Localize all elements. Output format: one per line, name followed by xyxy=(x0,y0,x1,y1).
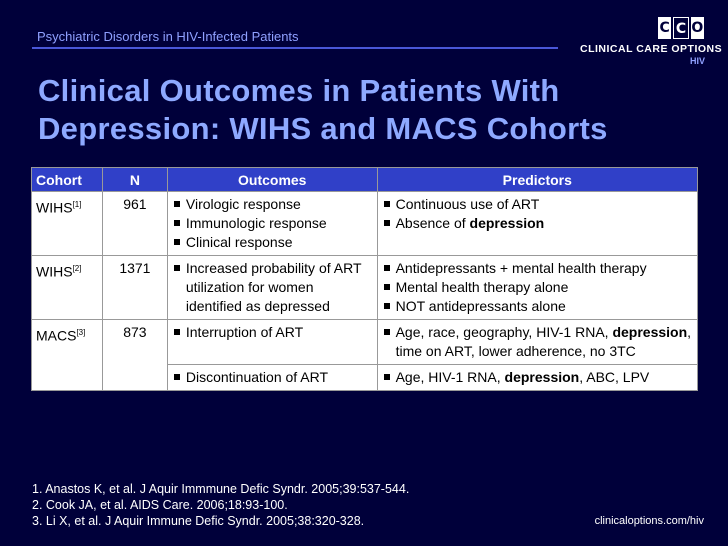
references xyxy=(32,481,409,529)
cohort-cell xyxy=(32,256,103,320)
predictors-cell xyxy=(377,365,697,391)
list-item: Age, HIV-1 RNA, depression, ABC, LPV xyxy=(396,368,693,387)
predictors-cell xyxy=(377,192,697,256)
cohort-name: MACS xyxy=(36,327,77,344)
cohort-cell xyxy=(32,192,103,256)
predictors-cell xyxy=(377,256,697,320)
cohort-table xyxy=(31,167,698,391)
logo-letter: O xyxy=(691,17,704,39)
list-item: Continuous use of ART xyxy=(396,195,693,214)
cohort-name: WIHS xyxy=(36,263,73,280)
outcomes-cell xyxy=(167,256,377,320)
reference-item: 1. Anastos K, et al. J Aquir Immmune Defic Syndr. 2005;39:537-544. xyxy=(32,482,410,496)
predictors-cell xyxy=(377,320,697,365)
n-cell: 1371 xyxy=(102,256,167,320)
list-item: Age, race, geography, HIV-1 RNA, depression, time on ART, lower adherence, no 3TC xyxy=(395,324,692,359)
list-item: Antidepressants + mental health therapy xyxy=(396,259,693,278)
list-item: Interruption of ART xyxy=(186,323,373,342)
n-cell: 873 xyxy=(102,320,167,391)
table-row xyxy=(32,256,698,320)
ref-marker: [3] xyxy=(76,328,86,337)
logo-letter: C xyxy=(658,17,671,39)
list-item: Clinical response xyxy=(186,233,373,252)
table-header-row xyxy=(32,168,698,192)
list-item: Increased probability of ART utilization for women identified as depressed xyxy=(186,259,373,316)
logo-letter: C xyxy=(673,17,688,39)
title-line: Clinical Outcomes in Patients With xyxy=(38,73,560,108)
list-item: Absence of depression xyxy=(396,214,693,233)
outcomes-cell xyxy=(167,192,377,256)
header-predictors: Predictors xyxy=(377,168,697,192)
footer-url: clinicaloptions.com/hiv xyxy=(594,515,704,527)
list-item: Mental health therapy alone xyxy=(396,278,693,297)
list-item: Virologic response xyxy=(186,195,373,214)
n-cell: 961 xyxy=(102,192,167,256)
header-outcomes: Outcomes xyxy=(167,168,377,192)
title-line: Depression: WIHS and MACS Cohorts xyxy=(38,111,608,146)
header-n: N xyxy=(102,168,167,192)
reference-item: 2. Cook JA, et al. AIDS Care. 2006;18:93-100. xyxy=(32,498,288,512)
list-item: Immunologic response xyxy=(186,214,373,233)
logo-subtext: HIV xyxy=(690,56,706,66)
slide-topic: Psychiatric Disorders in HIV-Infected Patients xyxy=(37,29,299,44)
header-divider xyxy=(32,47,558,49)
cco-logo xyxy=(658,17,704,39)
cohort-name: WIHS xyxy=(36,199,73,216)
cohort-cell xyxy=(32,320,103,391)
logo-text: CLINICAL CARE OPTIONS xyxy=(580,43,723,55)
reference-item: 3. Li X, et al. J Aquir Immune Defic Syndr. 2005;38:320-328. xyxy=(32,514,365,528)
ref-marker: [2] xyxy=(72,264,82,273)
outcomes-cell xyxy=(167,365,377,391)
list-item: NOT antidepressants alone xyxy=(396,297,693,316)
list-item: Discontinuation of ART xyxy=(186,368,373,387)
header-cohort: Cohort xyxy=(32,168,103,192)
ref-marker: [1] xyxy=(72,200,82,209)
table-row xyxy=(32,320,698,365)
outcomes-cell xyxy=(167,320,377,365)
table-row xyxy=(32,192,698,256)
slide-title xyxy=(38,72,698,148)
